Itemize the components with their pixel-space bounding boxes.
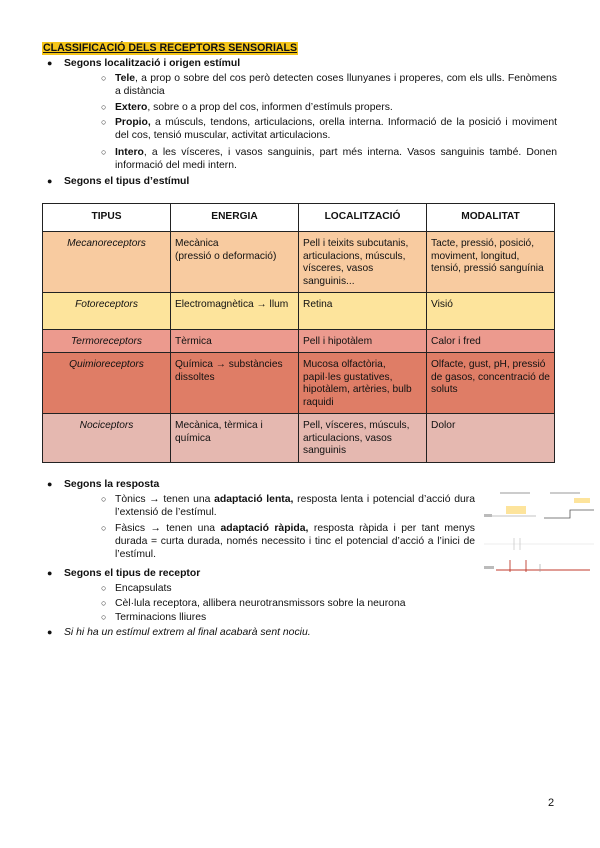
table-row: [43, 353, 555, 414]
hollow-bullet-icon: ○: [101, 612, 107, 622]
page-number: 2: [548, 797, 555, 809]
cell-energia: Tèrmica: [171, 330, 299, 353]
bullet-icon: ●: [47, 176, 53, 186]
hollow-bullet-icon: ○: [101, 73, 107, 83]
hollow-bullet-icon: ○: [101, 598, 107, 608]
cell-modalitat: Visió: [427, 293, 555, 330]
table-row: [43, 414, 555, 463]
phasic-graph: [544, 492, 594, 518]
hollow-bullet-icon: ○: [101, 494, 107, 504]
cell-tipus: Fotoreceptors: [43, 293, 171, 330]
hollow-bullet-icon: ○: [101, 117, 107, 127]
list-item-terminacions: ○ Terminacions lliures: [101, 612, 207, 623]
list-item-cellula-receptora: ○ Cèl·lula receptora, allibera neurotransmissors sobre la neurona: [101, 598, 406, 609]
cell-tipus: Mecanoreceptors: [43, 232, 171, 293]
list-item-extero: ○ Extero, sobre o a prop del cos, informen d’estímuls propers.: [101, 102, 393, 113]
list-item-tele: ○ Tele, a prop o sobre del cos però detecten coses llunyanes i properes, com els ulls. Fenòmens a distància: [101, 73, 557, 97]
cell-localitzacio: Pell i hipotàlem: [299, 330, 427, 353]
column-header: LOCALITZACIÓ: [299, 204, 427, 232]
section-heading-resposta: ● Segons la resposta: [47, 479, 160, 490]
list-item-propio: ○ Propio, a músculs, tendons, articulacions, orella interna. Informació de la posició i moviment del cos, tensió muscular, activitat articulacions.: [101, 117, 557, 141]
table-header-row: [43, 204, 555, 232]
column-header: ENERGIA: [171, 204, 299, 232]
section-heading-receptor: ● Segons el tipus de receptor: [47, 568, 201, 579]
table-row: [43, 293, 555, 330]
list-item-intero: ○ Intero, a les vísceres, i vasos sanguinis, part més interna. Vasos sanguinis també. Donen informació del medi intern.: [101, 147, 557, 171]
hollow-bullet-icon: ○: [101, 147, 107, 157]
hollow-bullet-icon: ○: [101, 102, 107, 112]
cell-tipus: Quimioreceptors: [43, 353, 171, 414]
cell-modalitat: Tacte, pressió, posició, moviment, longitud, tensió, pressió sanguínia: [427, 232, 555, 293]
cell-modalitat: Olfacte, gust, pH, pressió de gasos, concentració de soluts: [427, 353, 555, 414]
tonic-graph: [484, 492, 536, 517]
cell-energia: Química → substàncies dissoltes: [171, 353, 299, 414]
list-item-fasics: ○ Fàsics → tenen una adaptació ràpida, resposta ràpida i per tant menys durada = curta durada, només necessito i tinc el potencial d’acció a l’inici de l’estímul.: [101, 523, 475, 560]
page-title: CLASSIFICACIÓ DELS RECEPTORS SENSORIALS: [43, 42, 298, 54]
cell-modalitat: Calor i fred: [427, 330, 555, 353]
column-header: MODALITAT: [427, 204, 555, 232]
cell-localitzacio: Mucosa olfactòria, papil·les gustatives, hipotàlem, artèries, bulb raquidi: [299, 353, 427, 414]
hollow-bullet-icon: ○: [101, 583, 107, 593]
note-extreme-stimulus: ● Si hi ha un estímul extrem al final acabarà sent nociu.: [47, 627, 311, 638]
cell-tipus: Nociceptors: [43, 414, 171, 463]
cell-energia: Electromagnètica → llum: [171, 293, 299, 330]
section-heading-estimul: ● Segons el tipus d’estímul: [47, 176, 190, 187]
cell-localitzacio: Pell, vísceres, músculs, articulacions, vasos sanguinis: [299, 414, 427, 463]
bullet-icon: ●: [47, 568, 53, 578]
receptor-table: [42, 203, 555, 463]
column-header: TIPUS: [43, 204, 171, 232]
table-row: [43, 232, 555, 293]
cell-energia: Mecànica (pressió o deformació): [171, 232, 299, 293]
table-row: [43, 330, 555, 353]
cell-energia: Mecànica, tèrmica i química: [171, 414, 299, 463]
bullet-icon: ●: [47, 58, 53, 68]
cell-localitzacio: Pell i teixits subcutanis, articulacions, músculs, vísceres, vasos sanguinis...: [299, 232, 427, 293]
cell-localitzacio: Retina: [299, 293, 427, 330]
hollow-bullet-icon: ○: [101, 523, 107, 533]
list-item-encapsulats: ○ Encapsulats: [101, 583, 172, 594]
list-item-tonics: ○ Tònics → tenen una adaptació lenta, resposta lenta i potencial d’acció dura l’extensió de l’estímul.: [101, 494, 476, 518]
section-heading-localitzacio: ● Segons localització i origen estímul: [47, 58, 241, 69]
cell-tipus: Termoreceptors: [43, 330, 171, 353]
cell-modalitat: Dolor: [427, 414, 555, 463]
bullet-icon: ●: [47, 627, 53, 637]
bullet-icon: ●: [47, 479, 53, 489]
